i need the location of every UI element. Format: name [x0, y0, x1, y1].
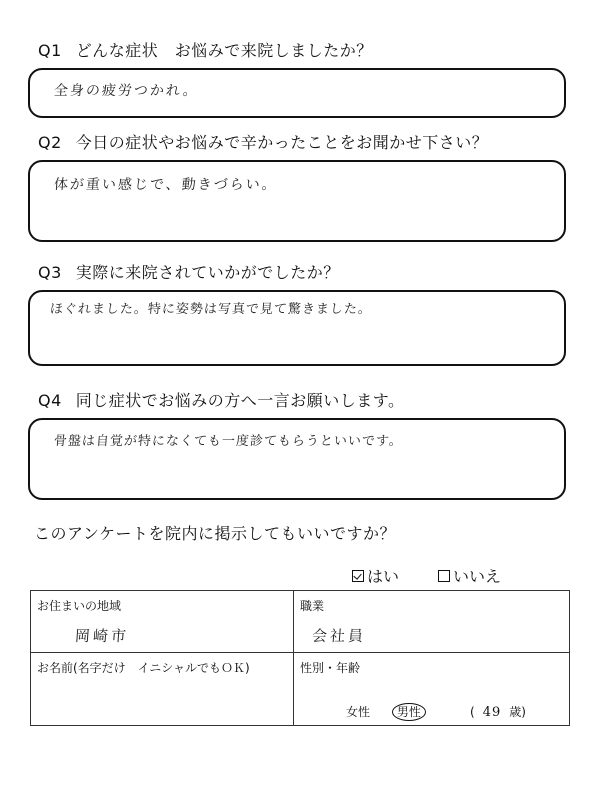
- answer-text-3: ほぐれました。特に姿勢は写真で見て驚きました。: [49, 302, 373, 317]
- answer-box-4[interactable]: [28, 418, 566, 500]
- unchecked-checkbox-icon[interactable]: [438, 570, 450, 582]
- age-open-paren: (: [470, 705, 475, 719]
- job-cell[interactable]: [294, 591, 570, 653]
- answer-box-2[interactable]: [28, 160, 566, 242]
- question-number: Q3: [38, 263, 62, 282]
- answer-text-1: 全身の疲労つかれ。: [53, 83, 200, 99]
- answer-text-4: 骨盤は自覚が特になくても一度診てもらうといいです。: [53, 434, 404, 449]
- answer-box-1[interactable]: [28, 68, 566, 118]
- answer-text-2: 体が重い感じで、動きづらい。: [53, 177, 279, 193]
- question-2: [38, 130, 488, 153]
- gender-age-label: 性別・年齢: [300, 661, 361, 675]
- consent-no-option[interactable]: [438, 564, 501, 587]
- age-field[interactable]: [470, 703, 526, 720]
- gender-options: [346, 703, 444, 720]
- consent-yes-label: はい: [367, 567, 400, 586]
- consent-no-label: いいえ: [453, 567, 502, 586]
- age-unit: 歳): [509, 705, 526, 719]
- area-label: お住まいの地域: [37, 599, 122, 613]
- job-label: 職業: [300, 599, 325, 613]
- question-number: Q4: [38, 391, 62, 410]
- checked-checkbox-icon[interactable]: [352, 570, 364, 582]
- gender-age-cell[interactable]: [294, 653, 570, 726]
- question-text: 今日の症状やお悩みで辛かったことをお聞かせ下さい？: [75, 133, 489, 152]
- question-text: 実際に来院されていかがでしたか？: [75, 263, 340, 282]
- question-text: 同じ症状でお悩みの方へ一言お願いします。: [75, 391, 405, 410]
- question-number: Q2: [38, 133, 62, 152]
- question-1: [38, 38, 373, 61]
- area-value: 岡崎市: [74, 627, 130, 645]
- female-option[interactable]: 女性: [346, 705, 371, 719]
- consent-question: このアンケートを院内に掲示してもいいですか？: [34, 524, 397, 543]
- consent-yes-option[interactable]: [352, 564, 399, 587]
- question-4: [38, 388, 405, 411]
- question-text: どんな症状 お悩みで来院しましたか？: [75, 41, 373, 60]
- area-cell[interactable]: [31, 591, 294, 653]
- name-cell[interactable]: [31, 653, 294, 726]
- male-option[interactable]: 男性: [392, 703, 426, 721]
- age-value: 49: [482, 705, 502, 720]
- answer-box-3[interactable]: [28, 290, 566, 366]
- job-value: 会社員: [311, 627, 367, 645]
- question-number: Q1: [38, 41, 62, 60]
- name-label: お名前(名字だけ イニシャルでもＯＫ): [37, 661, 250, 675]
- question-3: [38, 260, 340, 283]
- info-table: [30, 590, 570, 726]
